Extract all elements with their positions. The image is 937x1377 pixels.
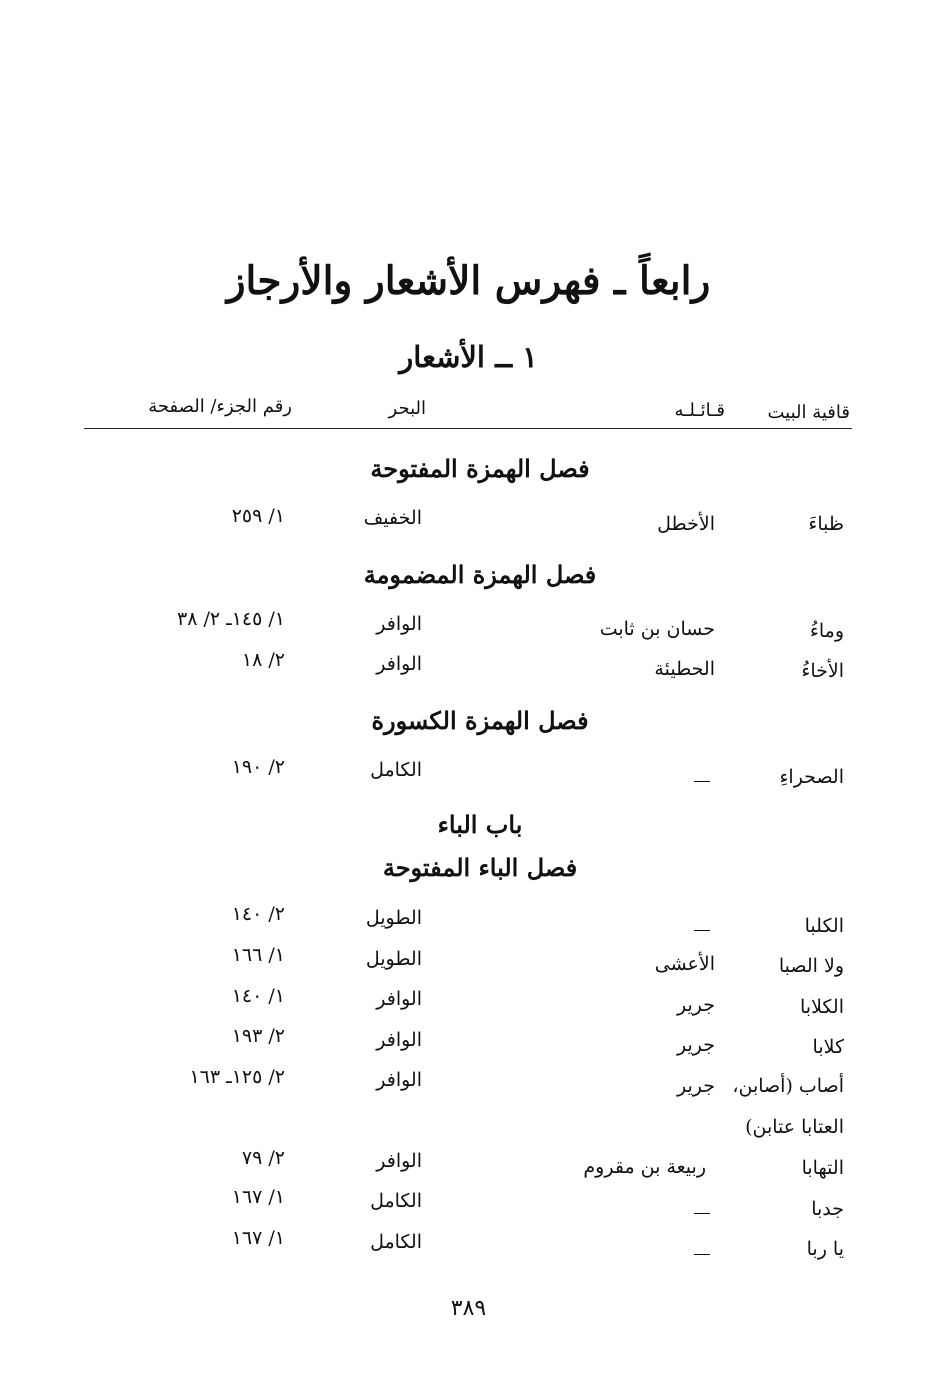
page-title: رابعاً ـ فهرس الأشعار والأرجاز (226, 258, 711, 304)
qafiya-cell: ظباءَ (808, 513, 844, 535)
reference-cell: ١/ ١٦٧ (231, 1186, 285, 1208)
poet-cell: حسان بن ثابت (599, 618, 715, 640)
header-divider (84, 428, 852, 429)
qafiya-cell: الصحراءِ (779, 766, 844, 788)
reference-cell: ١/ ١٦٧ (231, 1227, 285, 1249)
reference-cell: ٢/ ٧٩ (241, 1147, 285, 1169)
reference-cell: ١/ ١٤٠ (231, 985, 285, 1007)
qafiya-cell: ولا الصبا (778, 955, 844, 977)
meter-cell: الكامل (370, 759, 422, 781)
qafiya-cell-continued: العتابا عتابن) (745, 1116, 844, 1138)
poet-cell: ربيعة بن مقروم (583, 1156, 706, 1178)
section-heading-hamza-kasra: فصل الهمزة الكسورة (371, 706, 589, 735)
meter-cell: الوافر (376, 613, 422, 635)
empty-poet-dash (694, 1213, 710, 1214)
poet-cell: الحطيئة (654, 658, 715, 680)
poet-cell: الأعشى (654, 953, 715, 975)
poet-cell: جرير (677, 1075, 715, 1097)
empty-poet-dash (694, 781, 710, 782)
poet-cell: جرير (677, 1034, 715, 1056)
section-heading-hamza-damma: فصل الهمزة المضمومة (363, 560, 597, 589)
meter-cell: الوافر (376, 653, 422, 675)
section-heading-bab-al-baa: باب الباء (437, 810, 523, 839)
qafiya-cell: كلابا (812, 1036, 844, 1058)
poet-cell: الأخطل (657, 513, 715, 535)
qafiya-cell: الأخاءُ (801, 660, 844, 682)
column-header-poet: قـائـلـه (674, 400, 725, 421)
empty-poet-dash (694, 930, 710, 931)
meter-cell: الوافر (376, 988, 422, 1010)
reference-cell: ٢/ ١٨ (241, 649, 285, 671)
qafiya-cell: وماءُ (809, 620, 844, 642)
qafiya-cell: الكلبا (804, 915, 844, 937)
empty-poet-dash (694, 1254, 710, 1255)
reference-cell: ١/ ١٤٥ـ ٢/ ٣٨ (177, 608, 285, 630)
reference-cell: ١/ ٢٥٩ (231, 505, 285, 527)
section-subtitle: ١ ــ الأشعار (399, 340, 538, 374)
meter-cell: الوافر (376, 1069, 422, 1091)
meter-cell: الوافر (376, 1029, 422, 1051)
meter-cell: الطويل (365, 948, 422, 970)
column-header-ref: رقم الجزء/ الصفحة (148, 396, 292, 417)
poet-cell: جرير (677, 994, 715, 1016)
meter-cell: الكامل (370, 1231, 422, 1253)
column-header-meter: البحر (388, 398, 426, 419)
section-heading-hamza-fatha: فصل الهمزة المفتوحة (370, 454, 590, 483)
meter-cell: الكامل (370, 1190, 422, 1212)
qafiya-cell: الكلابا (800, 996, 844, 1018)
qafiya-cell: التهابا (801, 1157, 844, 1179)
reference-cell: ٢/ ١٩٠ (231, 756, 285, 778)
qafiya-cell: يا ربا (806, 1238, 844, 1260)
reference-cell: ٢/ ١٢٥ـ ١٦٣ (189, 1066, 285, 1088)
meter-cell: الخفيف (363, 507, 422, 529)
reference-cell: ٢/ ١٤٠ (231, 903, 285, 925)
reference-cell: ١/ ١٦٦ (231, 944, 285, 966)
meter-cell: الطويل (365, 907, 422, 929)
qafiya-cell: أصاب (أصابن، (732, 1075, 844, 1097)
reference-cell: ٢/ ١٩٣ (231, 1025, 285, 1047)
section-heading-baa-fatha: فصل الباء المفتوحة (382, 853, 578, 882)
column-header-qafiya: قافية البيت (767, 402, 850, 423)
page-number: ٣٨٩ (450, 1296, 487, 1321)
qafiya-cell: جدبا (811, 1198, 844, 1220)
meter-cell: الوافر (376, 1150, 422, 1172)
